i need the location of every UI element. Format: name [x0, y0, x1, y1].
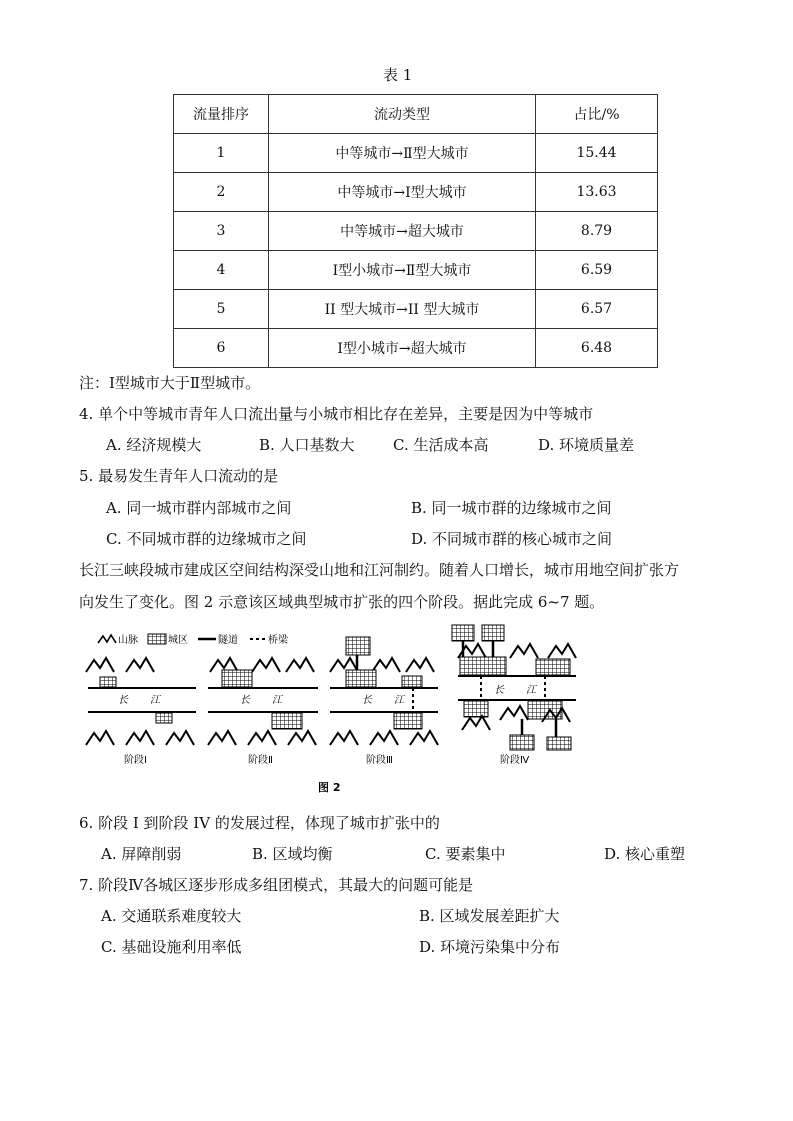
q6-option-c: C. 要素集中	[425, 845, 506, 863]
table-cell: 3	[174, 212, 269, 251]
q5-option-a: A. 同一城市群内部城市之间	[106, 499, 292, 517]
city-block	[100, 677, 116, 687]
q6-option-d: D. 核心重塑	[604, 845, 686, 863]
header-cell: 流动类型	[269, 95, 536, 134]
mountain-icon	[288, 731, 316, 745]
q4-option-a: A. 经济规模大	[106, 436, 202, 454]
q7-option-c: C. 基础设施利用率低	[101, 938, 242, 956]
q7-option-d: D. 环境污染集中分布	[419, 938, 561, 956]
table-cell: 6.59	[536, 251, 658, 290]
river-label: 江	[272, 695, 282, 706]
q4-option-b: B. 人口基数大	[259, 436, 355, 454]
mountain-icon	[330, 731, 358, 745]
river-label: 长	[118, 695, 128, 706]
header-cell: 占比/%	[536, 95, 658, 134]
q7-option-b: B. 区域发展差距扩大	[419, 907, 560, 925]
legend-bridge-label: 桥梁	[268, 635, 288, 646]
river-label: 长	[494, 685, 504, 696]
q6-option-a: A. 屏障削弱	[101, 845, 182, 863]
mountain-icon	[510, 644, 538, 658]
city-block	[536, 659, 570, 675]
city-block	[346, 637, 370, 655]
stage-1-panel	[86, 658, 196, 766]
mountain-icon	[126, 731, 154, 745]
table-cell: 1	[174, 134, 269, 173]
table-cell: II 型大城市→II 型大城市	[269, 290, 536, 329]
mountain-icon	[252, 658, 280, 672]
question-7-stem: 7. 阶段Ⅳ各城区逐步形成多组团模式，其最大的问题可能是	[79, 876, 474, 894]
city-block	[460, 657, 506, 675]
stage-label: 阶段Ⅰ	[124, 755, 147, 766]
question-5-stem: 5. 最易发生青年人口流动的是	[79, 467, 279, 485]
table-cell: 15.44	[536, 134, 658, 173]
table-cell: 8.79	[536, 212, 658, 251]
city-block	[464, 701, 488, 717]
passage-line-2: 向发生了变化。图 2 示意该区域典型城市扩张的四个阶段。据此完成 6~7 题。	[79, 593, 605, 611]
city-block	[156, 713, 172, 723]
legend-tunnel-label: 隧道	[218, 635, 238, 646]
stage-label: 阶段Ⅱ	[248, 755, 273, 766]
city-block	[272, 713, 302, 729]
city-block	[394, 713, 422, 729]
river-label: 长	[240, 695, 250, 706]
table-cell: 5	[174, 290, 269, 329]
stage-label: 阶段Ⅲ	[366, 755, 393, 766]
q7-option-a: A. 交通联系难度较大	[101, 907, 242, 925]
mountain-legend-icon	[98, 635, 116, 643]
city-legend-icon	[148, 634, 166, 644]
figure-caption: 图 2	[318, 781, 341, 794]
mountain-icon	[248, 731, 276, 745]
header-cell: 流量排序	[174, 95, 269, 134]
table-cell: 中等城市→Ⅱ型大城市	[269, 134, 536, 173]
table-cell: 中等城市→超大城市	[269, 212, 536, 251]
stage-3-panel	[330, 637, 438, 766]
mountain-icon	[208, 731, 236, 745]
table-cell: Ⅰ型小城市→Ⅱ型大城市	[269, 251, 536, 290]
table-cell: 4	[174, 251, 269, 290]
city-block	[346, 670, 376, 687]
mountain-icon	[166, 731, 194, 745]
table-cell: 2	[174, 173, 269, 212]
mountain-icon	[370, 731, 398, 745]
mountain-icon	[126, 658, 154, 672]
stage-label: 阶段Ⅳ	[500, 755, 530, 766]
q5-option-d: D. 不同城市群的核心城市之间	[411, 530, 613, 548]
q6-option-b: B. 区域均衡	[252, 845, 333, 863]
mountain-icon	[86, 731, 114, 745]
table-note: 注：Ⅰ型城市大于Ⅱ型城市。	[79, 374, 261, 392]
mountain-icon	[286, 658, 314, 672]
city-block	[222, 670, 252, 687]
city-block	[510, 735, 534, 750]
river-label: 长	[362, 695, 372, 706]
city-block	[452, 625, 474, 641]
city-block	[547, 737, 571, 750]
legend-city-label: 城区	[168, 635, 188, 646]
table-cell: 6.57	[536, 290, 658, 329]
city-block	[402, 676, 422, 687]
river-label: 江	[394, 695, 404, 706]
q4-option-c: C. 生活成本高	[393, 436, 489, 454]
mountain-icon	[462, 716, 490, 730]
table-cell: 中等城市→Ⅰ型大城市	[269, 173, 536, 212]
river-label: 江	[150, 695, 160, 706]
figure-legend	[98, 633, 289, 646]
mountain-icon	[406, 658, 434, 672]
mountain-icon	[410, 731, 438, 745]
stage-4-panel	[452, 625, 576, 766]
q5-option-c: C. 不同城市群的边缘城市之间	[106, 530, 307, 548]
mountain-icon	[548, 644, 576, 658]
river-label: 江	[526, 685, 536, 696]
mountain-icon	[500, 706, 528, 720]
stage-2-panel	[208, 658, 318, 766]
table-cell: 13.63	[536, 173, 658, 212]
q4-option-d: D. 环境质量差	[538, 436, 635, 454]
mountain-icon	[86, 658, 114, 672]
table-cell: Ⅰ型小城市→超大城市	[269, 329, 536, 368]
table-cell: 6.48	[536, 329, 658, 368]
city-block	[482, 625, 504, 641]
q5-option-b: B. 同一城市群的边缘城市之间	[411, 499, 612, 517]
question-6-stem: 6. 阶段 I 到阶段 IV 的发展过程，体现了城市扩张中的	[79, 814, 440, 832]
table-cell: 6	[174, 329, 269, 368]
legend-mountain-label: 山脉	[118, 635, 138, 646]
passage-line-1: 长江三峡段城市建成区空间结构深受山地和江河制约。随着人口增长，城市用地空间扩张方	[79, 561, 680, 579]
table-title: 表 1	[383, 66, 413, 84]
question-4-stem: 4. 单个中等城市青年人口流出量与小城市相比存在差异，主要是因为中等城市	[79, 405, 594, 423]
